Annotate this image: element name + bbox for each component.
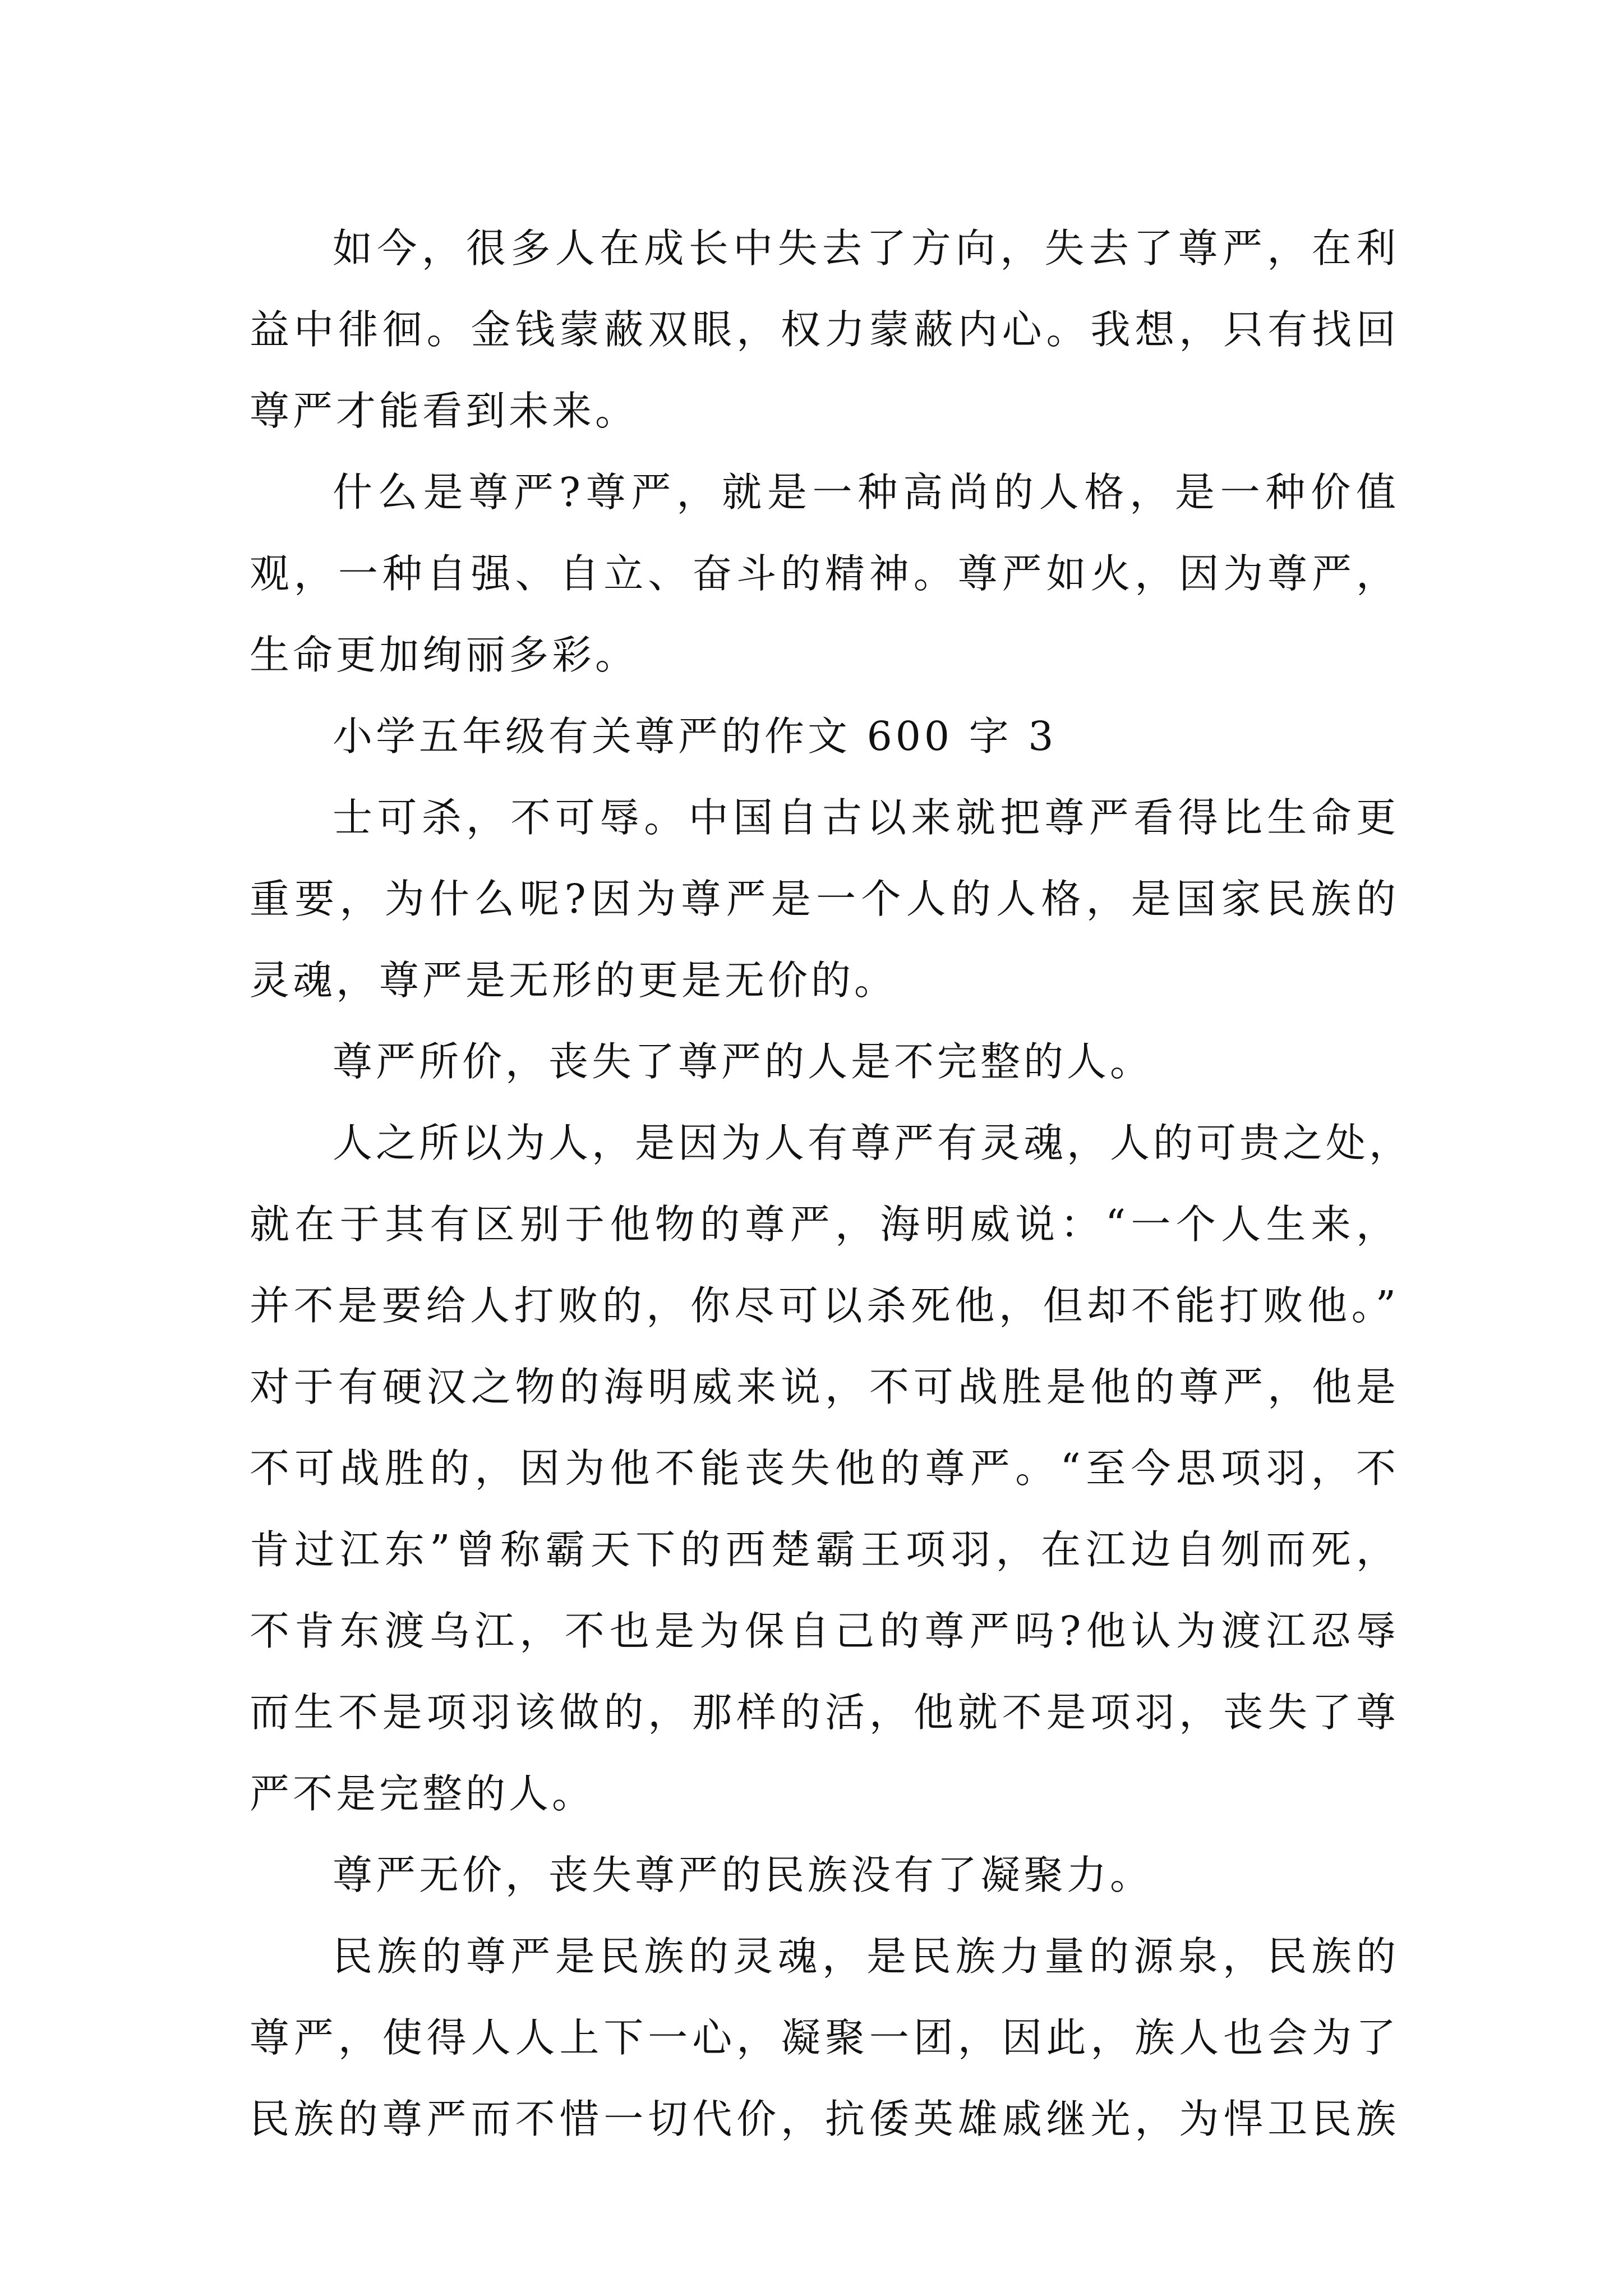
text-line: 灵魂，尊严是无形的更是无价的。 [250,957,898,1004]
text-line: 民族的尊严而不惜一切代价，抗倭英雄戚继光，为悍卫民族 [250,2096,1399,2142]
text-line: 尊严才能看到未来。 [250,388,639,434]
text-line: 民族的尊严是民族的灵魂，是民族力量的源泉，民族的 [333,1933,1399,1980]
text-line: 不肯东渡乌江，不也是为保自己的尊严吗?他认为渡江忍辱 [250,1608,1399,1654]
text-line: 益中徘徊。金钱蒙蔽双眼，权力蒙蔽内心。我想，只有找回 [250,306,1399,353]
text-line: 并不是要给人打败的，你尽可以杀死他，但却不能打败他。” [250,1282,1399,1329]
text-line: 就在于其有区别于他物的尊严，海明威说：“一个人生来， [250,1201,1399,1248]
text-line: 对于有硬汉之物的海明威来说，不可战胜是他的尊严，他是 [250,1364,1399,1410]
text-line: 观，一种自强、自立、奋斗的精神。尊严如火，因为尊严， [250,550,1399,597]
text-line: 而生不是项羽该做的，那样的活，他就不是项羽，丧失了尊 [250,1689,1399,1736]
text-line: 肯过江东”曾称霸天下的西楚霸王项羽，在江边自刎而死， [250,1526,1399,1573]
text-line: 小学五年级有关尊严的作文 600 字 3 [333,713,1057,760]
text-line: 如今，很多人在成长中失去了方向，失去了尊严，在利 [333,225,1399,272]
text-line: 士可杀，不可辱。中国自古以来就把尊严看得比生命更 [333,794,1399,841]
text-line: 重要，为什么呢?因为尊严是一个人的人格，是国家民族的 [250,876,1399,922]
text-line: 尊严所价，丧失了尊严的人是不完整的人。 [333,1038,1154,1085]
text-line: 严不是完整的人。 [250,1770,596,1817]
text-line: 尊严，使得人人上下一心，凝聚一团，因此，族人也会为了 [250,2014,1399,2061]
document-body [250,208,1413,2160]
text-line: 人之所以为人，是因为人有尊严有灵魂，人的可贵之处， [333,1120,1413,1166]
text-line: 生命更加绚丽多彩。 [250,632,639,678]
text-line: 不可战胜的，因为他不能丧失他的尊严。“至今思项羽，不 [250,1445,1399,1492]
text-line: 尊严无价，丧失尊严的民族没有了凝聚力。 [333,1852,1154,1898]
text-line: 什么是尊严?尊严，就是一种高尚的人格，是一种价值 [333,469,1399,516]
